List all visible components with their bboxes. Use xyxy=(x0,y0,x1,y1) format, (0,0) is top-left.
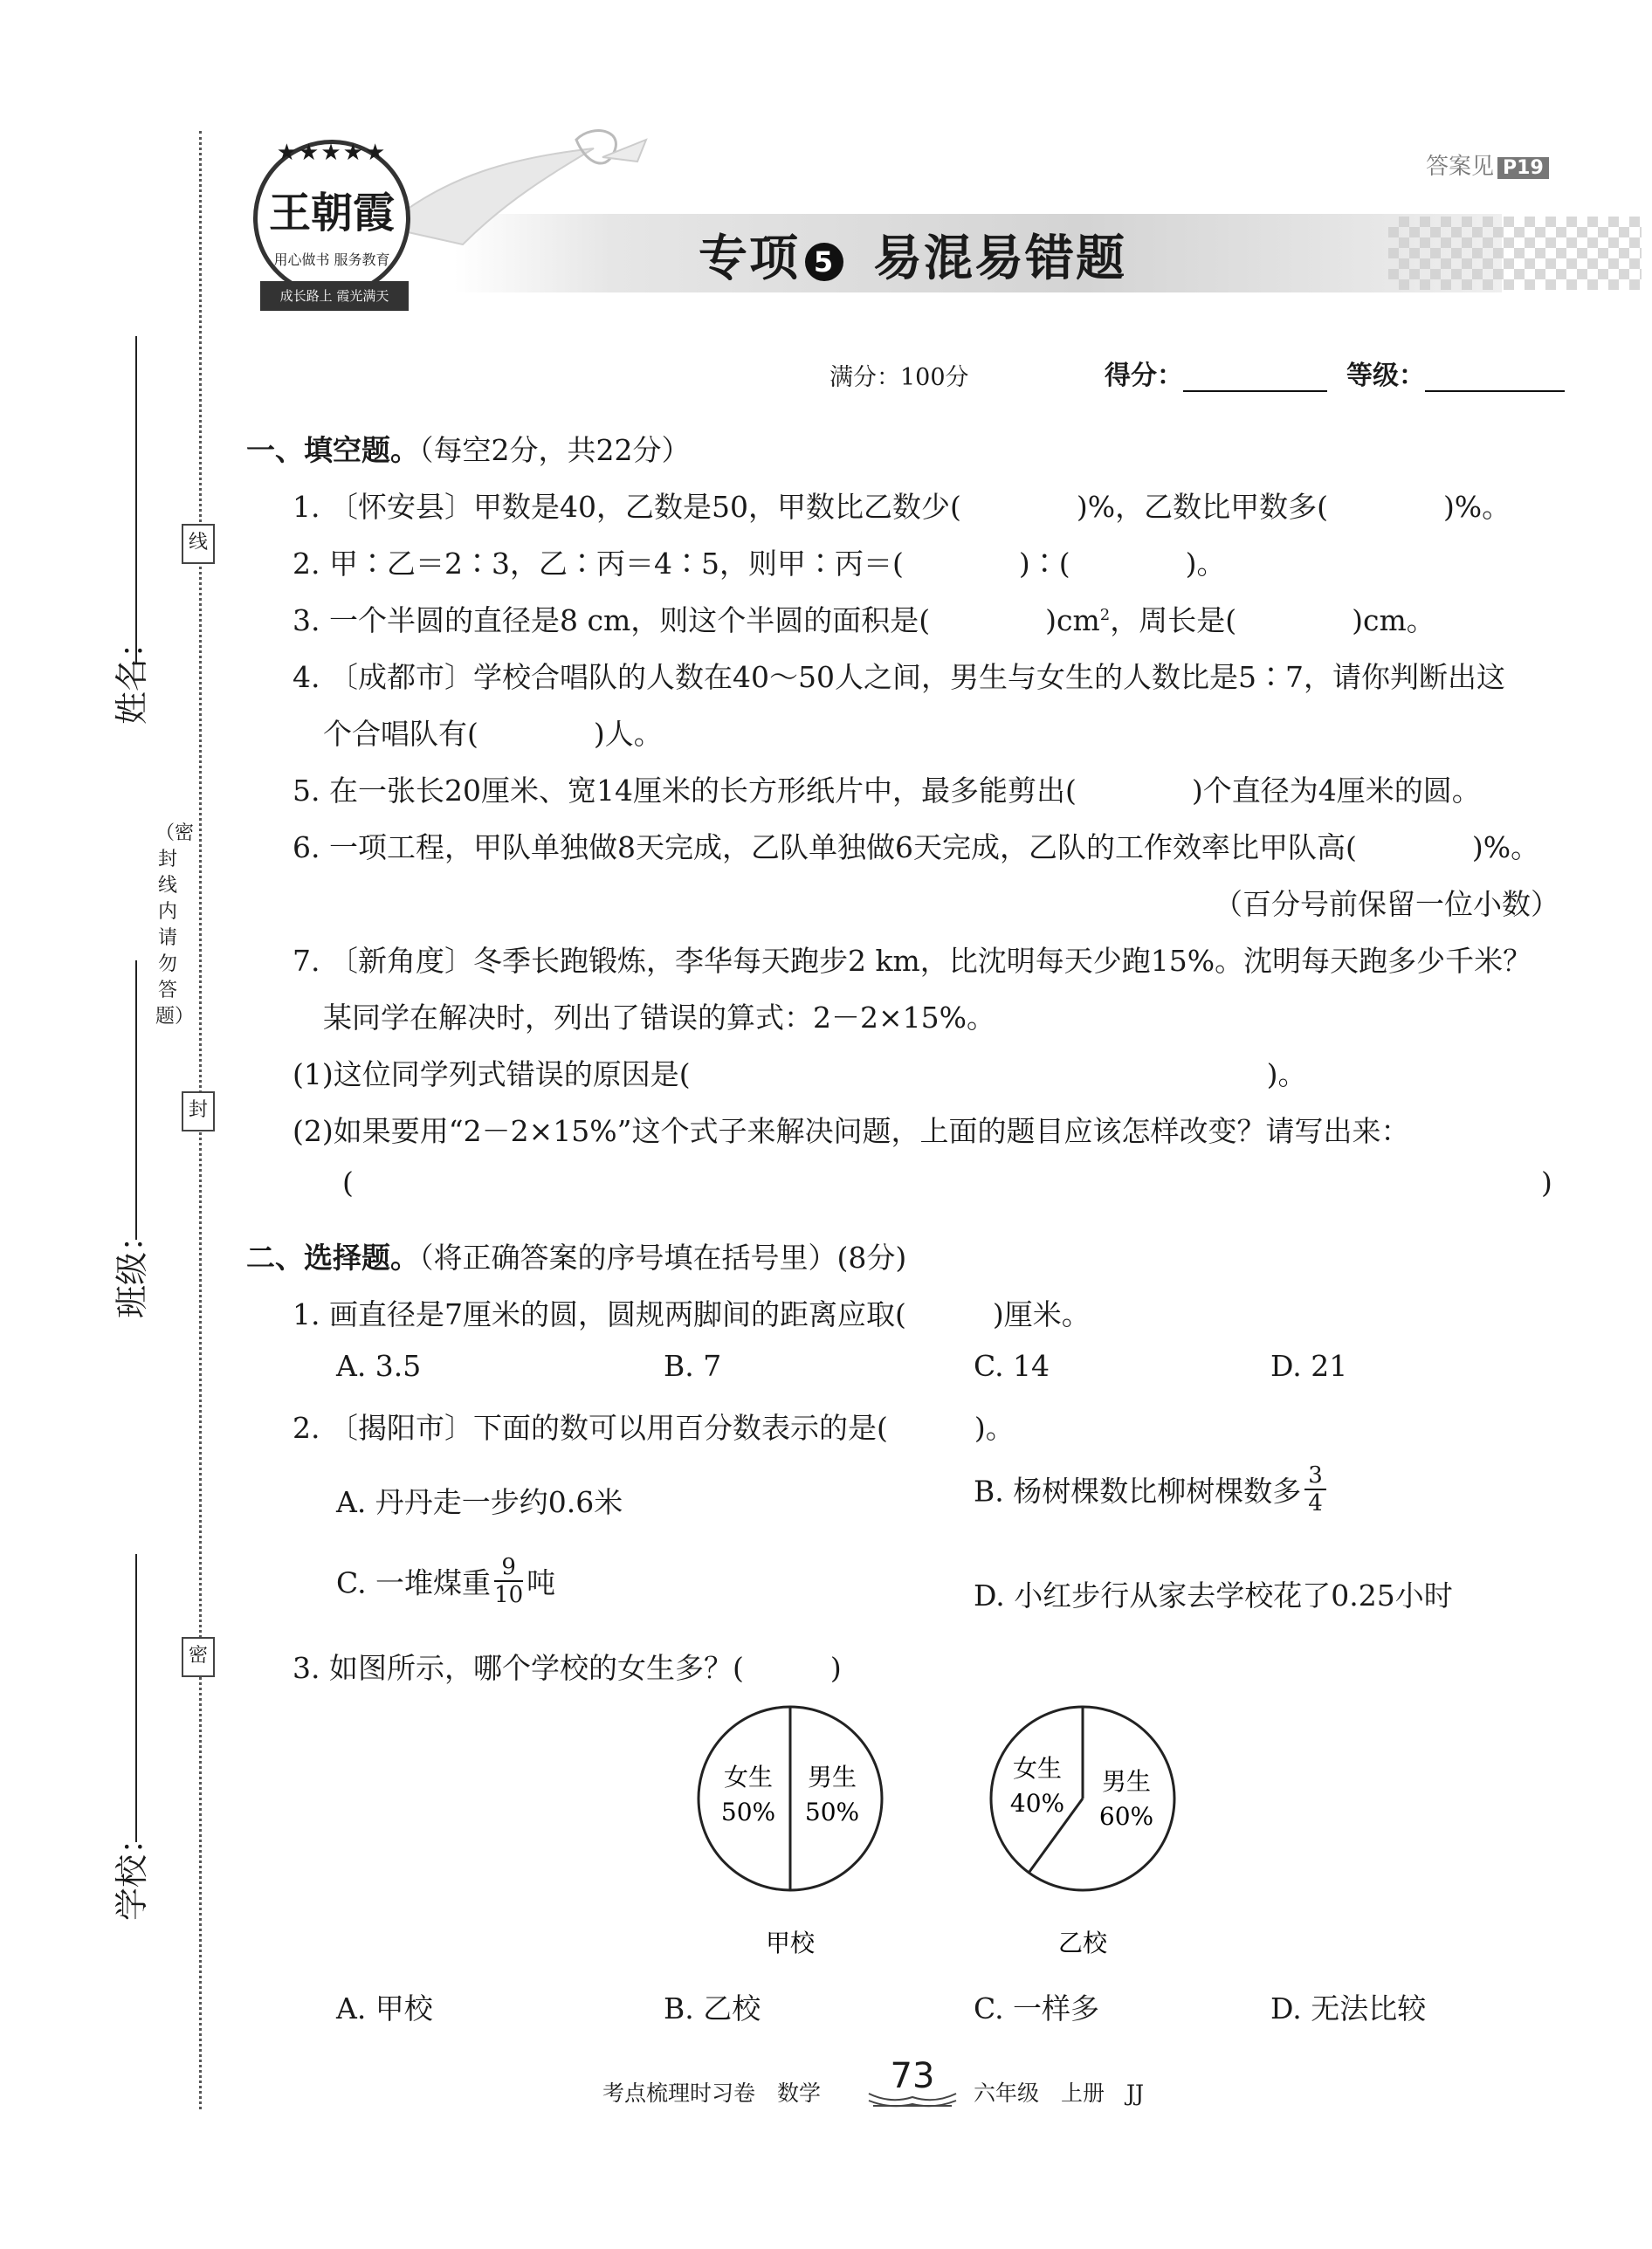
s2-q3: 3. 如图所示，哪个学校的女生多？( ) xyxy=(293,1651,842,1685)
s1-q3-sup: 2 xyxy=(1099,606,1111,624)
pie-school-jia xyxy=(699,1707,882,1957)
footer-left: 考点梳理时习卷 数学 xyxy=(602,2080,822,2106)
name-line xyxy=(135,336,137,664)
s2-q3-opt-c[interactable]: C. 一样多 xyxy=(974,1991,1100,2025)
pie-jia-boys-value: 50% xyxy=(804,1798,860,1826)
s2-q3-opt-d[interactable]: D. 无法比较 xyxy=(1270,1991,1427,2025)
logo-subtext: 用心做书 服务教育 xyxy=(273,251,390,268)
s2-q2-opt-b[interactable] xyxy=(974,1462,1330,1517)
logo-stars-icon: ★★★★★ xyxy=(276,140,388,166)
s2-q2-opt-d[interactable]: D. 小红步行从家去学校花了0.25小时 xyxy=(974,1578,1453,1613)
pie-yi-name: 乙校 xyxy=(1057,1929,1108,1957)
section2-heading xyxy=(246,1235,906,1276)
ribbon-decoration-icon xyxy=(375,122,655,297)
name-label: 姓名： xyxy=(113,624,151,725)
frac-denominator: 10 xyxy=(494,1582,524,1608)
s1-q7-sub1: (1)这位同学列式错误的原因是( )。 xyxy=(293,1057,1307,1091)
title-prefix: 专项 xyxy=(699,230,800,287)
book-icon xyxy=(864,2088,960,2109)
pie-charts-figure xyxy=(681,1702,1205,1964)
answer-page-tag: P19 xyxy=(1497,157,1549,179)
section2-title: 二、选择题。 xyxy=(246,1241,419,1275)
s1-q1: 1. 〔怀安县〕甲数是40，乙数是50，甲数比乙数少( )%，乙数比甲数多( )%。 xyxy=(293,490,1511,524)
s1-q6-note: （百分号前保留一位小数） xyxy=(1214,887,1559,921)
page-title xyxy=(699,220,1126,290)
pie-yi-boys-value: 60% xyxy=(1098,1802,1154,1831)
s2-q2-opt-b-fraction xyxy=(1304,1462,1326,1517)
s1-q4-line1: 4. 〔成都市〕学校合唱队的人数在40～50人之间，男生与女生的人数比是5∶7，请你判断出这 xyxy=(293,660,1505,694)
grade-label: 等级： xyxy=(1346,361,1425,391)
s2-q3-opt-a[interactable]: A. 甲校 xyxy=(336,1991,433,2025)
banner-checker-pattern xyxy=(1388,217,1642,290)
score-label: 得分： xyxy=(1105,361,1183,391)
s1-q3-part2: ，周长是( )cm。 xyxy=(1110,603,1435,637)
section2-note: （将正确答案的序号填在括号里）(8分) xyxy=(419,1241,907,1275)
pie-school-yi xyxy=(991,1707,1174,1957)
logo-ribbon: 成长路上 霞光满天 xyxy=(260,281,409,311)
pie-jia-boys-label: 男生 xyxy=(807,1763,857,1792)
s1-q4-line2: 个合唱队有( )人。 xyxy=(323,717,663,751)
s2-q2-opt-b-text: B. 杨树棵数比柳树棵数多 xyxy=(974,1474,1302,1509)
footer-right: 六年级 上册 JJ xyxy=(974,2080,1145,2106)
s1-q3 xyxy=(293,598,1435,639)
s1-q7-line2: 某同学在解决时，列出了错误的算式：2－2×15%。 xyxy=(323,1001,995,1035)
s2-q2-opt-a[interactable]: A. 丹丹走一步约0.6米 xyxy=(336,1485,623,1519)
s2-q3-opt-b[interactable]: B. 乙校 xyxy=(664,1991,761,2025)
answer-ref-text: 答案见 xyxy=(1426,154,1495,180)
school-label: 学校： xyxy=(113,1820,151,1921)
title-number: 5 xyxy=(805,243,843,281)
full-score: 满分：100分 xyxy=(829,364,969,391)
pie-jia-girls-label: 女生 xyxy=(723,1763,774,1792)
answer-reference xyxy=(1426,148,1549,181)
s1-q7-line1: 7. 〔新角度〕冬季长跑锻炼，李华每天跑步2 km，比沈明每天少跑15%。沈明每天跑多少千米？ xyxy=(293,944,1532,978)
s2-q1-opt-a[interactable]: A. 3.5 xyxy=(336,1349,422,1383)
s2-q2-opt-c[interactable] xyxy=(336,1554,555,1608)
s2-q2-opt-c-fraction xyxy=(494,1554,523,1608)
s1-q5: 5. 在一张长20厘米、宽14厘米的长方形纸片中，最多能剪出( )个直径为4厘米的圆。 xyxy=(293,774,1481,808)
logo-text: 王朝霞 xyxy=(268,189,395,237)
pie-yi-girls-label: 女生 xyxy=(1012,1754,1063,1783)
section1-note: （每空2分，共22分） xyxy=(419,433,691,467)
frac-numerator: 3 xyxy=(1304,1462,1326,1490)
frac-denominator: 4 xyxy=(1308,1490,1323,1517)
score-field xyxy=(1105,354,1327,392)
pie-yi-girls-value: 40% xyxy=(1009,1789,1065,1818)
frac-numerator: 9 xyxy=(494,1554,523,1582)
score-blank[interactable] xyxy=(1183,364,1327,392)
s2-q1: 1. 画直径是7厘米的圆，圆规两脚间的距离应取( )厘米。 xyxy=(293,1297,1091,1331)
s2-q2: 2. 〔揭阳市〕下面的数可以用百分数表示的是( )。 xyxy=(293,1411,1015,1445)
pie-yi-boys-label: 男生 xyxy=(1101,1767,1152,1796)
s2-q2-opt-c-pre: C. 一堆煤重 xyxy=(336,1565,492,1600)
s2-q1-opt-b[interactable]: B. 7 xyxy=(664,1349,722,1383)
title-main: 易混易错题 xyxy=(873,230,1126,287)
pie-jia-name: 甲校 xyxy=(765,1929,816,1957)
s1-q2: 2. 甲∶乙＝2∶3，乙∶丙＝4∶5，则甲∶丙＝( )∶( )。 xyxy=(293,547,1226,581)
s2-q1-opt-d[interactable]: D. 21 xyxy=(1270,1349,1348,1383)
class-line xyxy=(135,960,137,1240)
s2-q2-opt-c-post: 吨 xyxy=(527,1565,556,1600)
s1-q6: 6. 一项工程，甲队单独做8天完成，乙队单独做6天完成，乙队的工作效率比甲队高( )%。 xyxy=(293,830,1540,864)
binding-note: （密封线内请勿答题） xyxy=(155,822,195,1028)
s1-q3-part1: 3. 一个半圆的直径是8 cm，则这个半圆的面积是( )cm xyxy=(293,603,1100,637)
seal-char-mi: 密 xyxy=(182,1637,215,1677)
seal-char-feng: 封 xyxy=(182,1091,215,1131)
section1-heading xyxy=(246,428,691,469)
s1-q7-sub2: (2)如果要用“2－2×15%”这个式子来解决问题，上面的题目应该怎样改变？请写出来： xyxy=(293,1114,1410,1148)
class-label: 班级： xyxy=(113,1218,151,1318)
seal-char-xian: 线 xyxy=(182,524,215,564)
page-number: 73 xyxy=(873,2056,952,2107)
section1-title: 一、填空题。 xyxy=(246,433,419,467)
grade-field xyxy=(1346,354,1565,392)
pie-jia-girls-value: 50% xyxy=(720,1798,776,1826)
s1-q7-answer-open: ( xyxy=(342,1166,354,1200)
s2-q1-opt-c[interactable]: C. 14 xyxy=(974,1349,1050,1383)
school-line xyxy=(135,1554,137,1842)
s1-q7-answer-close: ) xyxy=(1541,1166,1552,1200)
grade-blank[interactable] xyxy=(1425,364,1565,392)
